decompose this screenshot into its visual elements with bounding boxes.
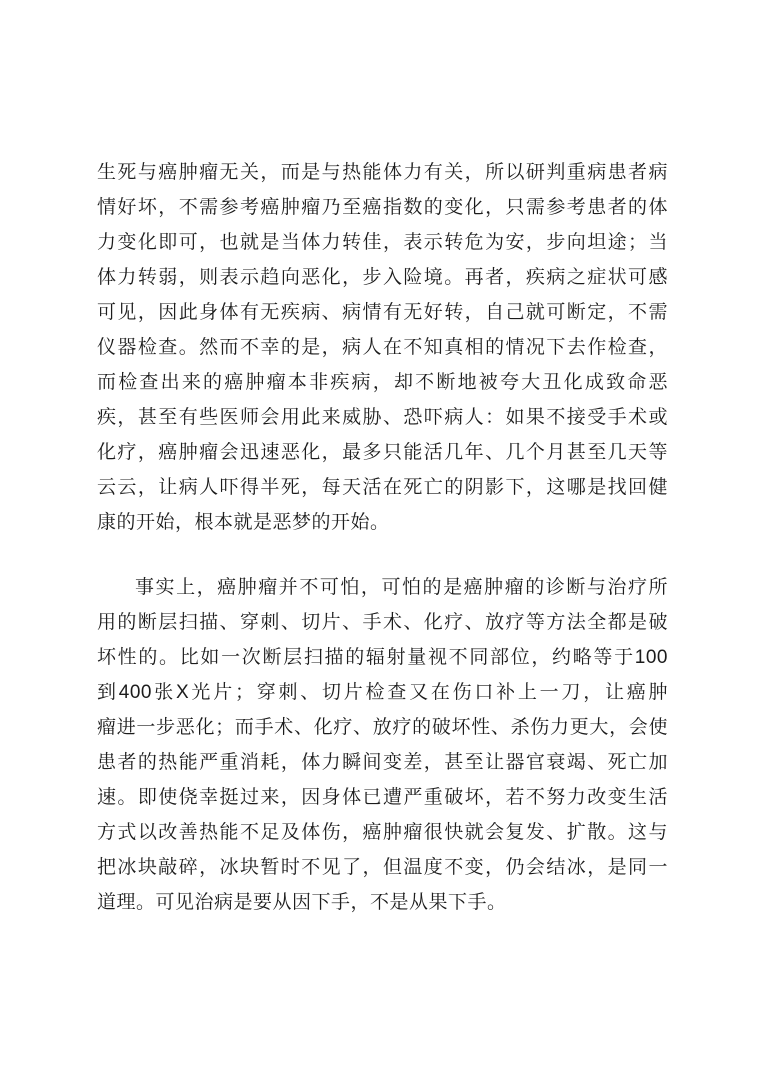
text-line: 患者的热能严重消耗，体力瞬间变差，甚至让器官衰竭、死亡加: [97, 752, 668, 773]
text-line: 把冰块敲碎，冰块暂时不见了，但温度不变，仍会结冰，是同一: [97, 857, 668, 878]
paragraph: [97, 155, 668, 540]
text-line: 生死与癌肿瘤无关，而是与热能体力有关，所以研判重病患者病: [97, 162, 668, 183]
text-line: 仪器检查。然而不幸的是，病人在不知真相的情况下去作检查，: [97, 337, 668, 358]
text-line: 化疗，癌肿瘤会迅速恶化，最多只能活几年、几个月甚至几天等: [97, 442, 668, 463]
text-line: 方式以改善热能不足及体伤，癌肿瘤很快就会复发、扩散。这与: [97, 822, 668, 843]
text-line: 瘤进一步恶化；而手术、化疗、放疗的破坏性、杀伤力更大，会使: [97, 717, 668, 738]
text-line: 云云，让病人吓得半死，每天活在死亡的阴影下，这哪是找回健: [97, 477, 668, 498]
text-line: 体力转弱，则表示趋向恶化，步入险境。再者，疾病之症状可感: [97, 267, 668, 288]
text-line: 可见，因此身体有无疾病、病情有无好转，自己就可断定，不需: [97, 302, 668, 323]
text-line: 疾，甚至有些医师会用此来威胁、恐吓病人：如果不接受手术或: [97, 407, 668, 428]
text-line: 力变化即可，也就是当体力转佳，表示转危为安，步向坦途；当: [97, 232, 668, 253]
text-line: 坏性的。比如一次断层扫描的辐射量视不同部位，约略等于100: [97, 647, 668, 668]
text-line: 到400张X光片；穿刺、切片检查又在伤口补上一刀，让癌肿: [97, 682, 668, 703]
text-line: 情好坏，不需参考癌肿瘤乃至癌指数的变化，只需参考患者的体: [97, 197, 668, 218]
text-line: 事实上，癌肿瘤并不可怕，可怕的是癌肿瘤的诊断与治疗所: [135, 577, 668, 598]
text-line: 速。即使侥幸挺过来，因身体已遭严重破坏，若不努力改变生活: [97, 787, 668, 808]
paragraph: [97, 570, 668, 920]
text-line: 道理。可见治病是要从因下手，不是从果下手。: [97, 892, 507, 913]
text-line: 而检查出来的癌肿瘤本非疾病，却不断地被夸大丑化成致命恶: [97, 372, 668, 393]
text-line: 用的断层扫描、穿刺、切片、手术、化疗、放疗等方法全都是破: [97, 612, 668, 633]
text-line: 康的开始，根本就是恶梦的开始。: [97, 512, 390, 533]
